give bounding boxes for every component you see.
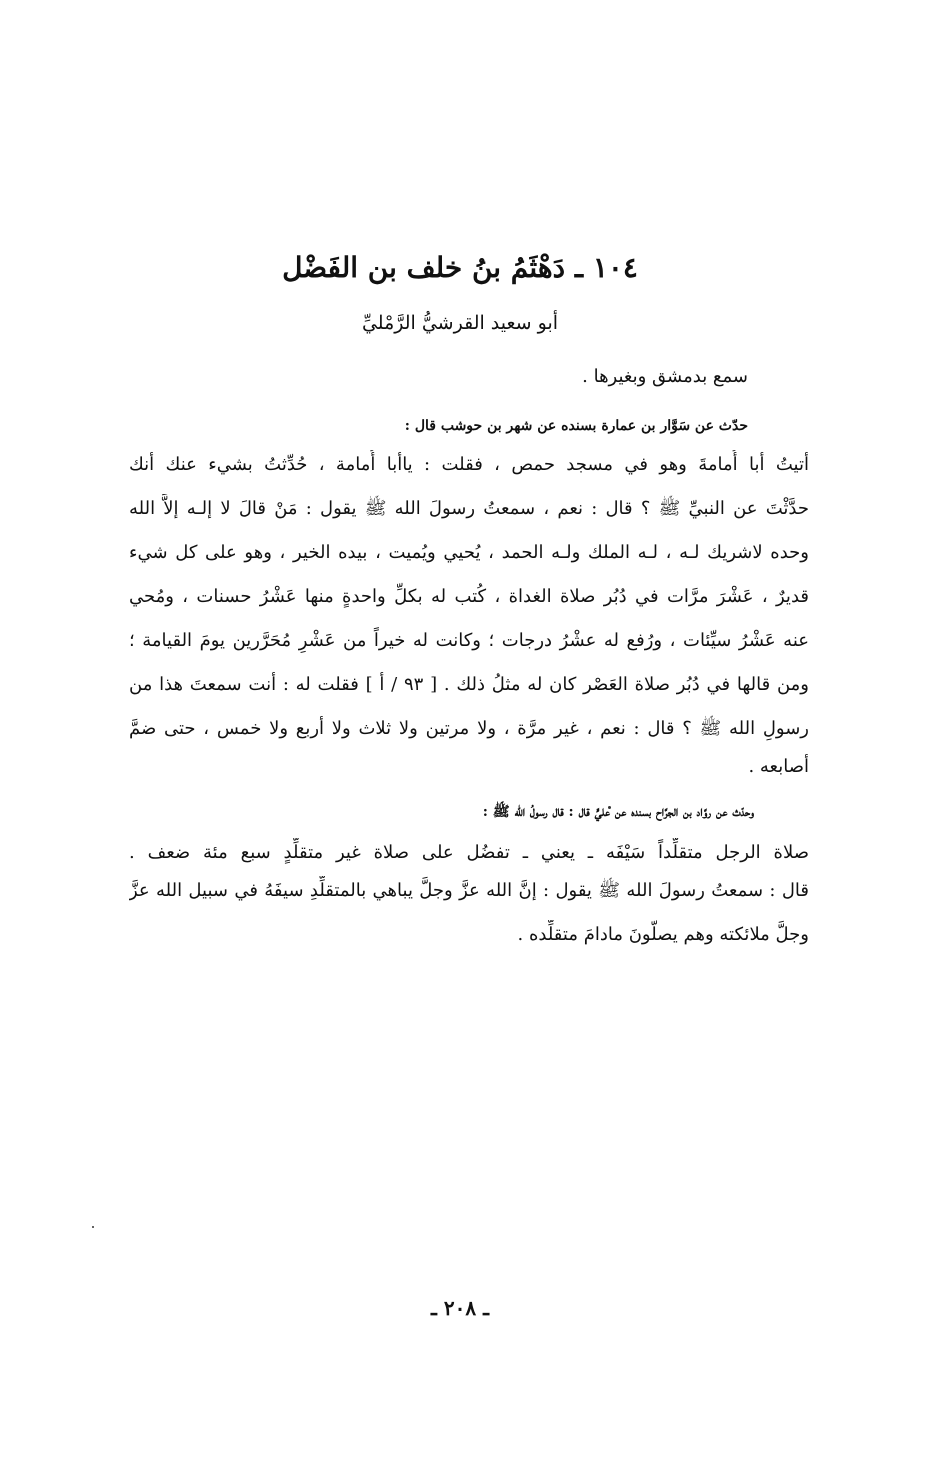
hadith-1-line-7: رسولِ الله ﷺ ؟ قال : نعم ، غير مرَّة ، ولا مرتين ولا ثلاث ولا أربع ولا خمس ، حتى ضمَّ [129,718,809,739]
hadith-2-line-3: وجلَّ ملائكته وهم يصلُّونَ مادامَ متقلِّده . [517,924,809,945]
hadith-2-line-2: قال : سمعتُ رسولَ الله ﷺ يقول : إنَّ الله عزَّ وجلَّ يباهي بالمتقلِّدِ سيفَهُ في سبيل الله عزَّ [129,880,809,901]
entry-subtitle: أبو سعيد القرشيُّ الرَّمْليِّ [361,312,559,334]
hadith-2-isnad: وحدّث عن روَّاد بن الجرَّاح بسنده عن عليٍّ قال : قال رسولُ الله ﷺ : [482,804,754,820]
hadith-1-line-3: وحده لاشريك لـه ، لـه الملك ولـه الحمد ، يُحيي ويُميت ، بيده الخير ، وهو على كل شيء [129,542,809,563]
intro-text: سمع بدمشق وبغيرها . [582,366,748,387]
hadith-1-line-2: حدَّثْتَ عن النبيِّ ﷺ ؟ قال : نعم ، سمعتُ رسولَ الله ﷺ يقول : مَنْ قالَ لا إلـه إلاَّ الله [129,498,809,519]
hadith-1-line-1: أتيتُ أبا أُمامةَ وهو في مسجد حمص ، فقلت : ياأبا أُمامة ، حُدِّثتُ بشيء عنك أنك [129,454,809,475]
entry-title: ١٠٤ ـ دَهْثَمُ بنُ خلف بن الفَضْل [282,251,638,284]
hadith-2-line-1: صلاة الرجل متقلِّداً سَيْفَه ـ يعني ـ تفضُل على صلاة غير متقلِّدٍ سبع مئة ضعف . [129,842,809,863]
hadith-1-isnad: حدّث عن سَوَّار بن عمارة بسنده عن شهر بن حوشب قال : [404,418,748,434]
hadith-1-line-4: قديرٌ ، عَشْرَ مرَّات في دُبُر صلاة الغداة ، كُتب له بكلِّ واحدةٍ منها عَشْرُ حسنات ، ومُحي [129,586,809,607]
hadith-1-line-8: أصابعه . [748,756,809,777]
hadith-1-line-5: عنه عَشْرُ سيِّئات ، ورُفع له عشْرُ درجات ؛ وكانت له خيراً من عَشْرِ مُحَرَّرين يومَ القيامة ؛ [129,630,809,651]
page-number: ـ ٢٠٨ ـ [431,1296,489,1320]
hadith-1-line-6: ومن قالها في دُبُر صلاة العَصْر كان له مثلُ ذلك . [ ٩٣ / أ ] فقلت له : أنت سمعتَ هذا من [129,674,809,695]
ink-speck [92,1226,94,1228]
